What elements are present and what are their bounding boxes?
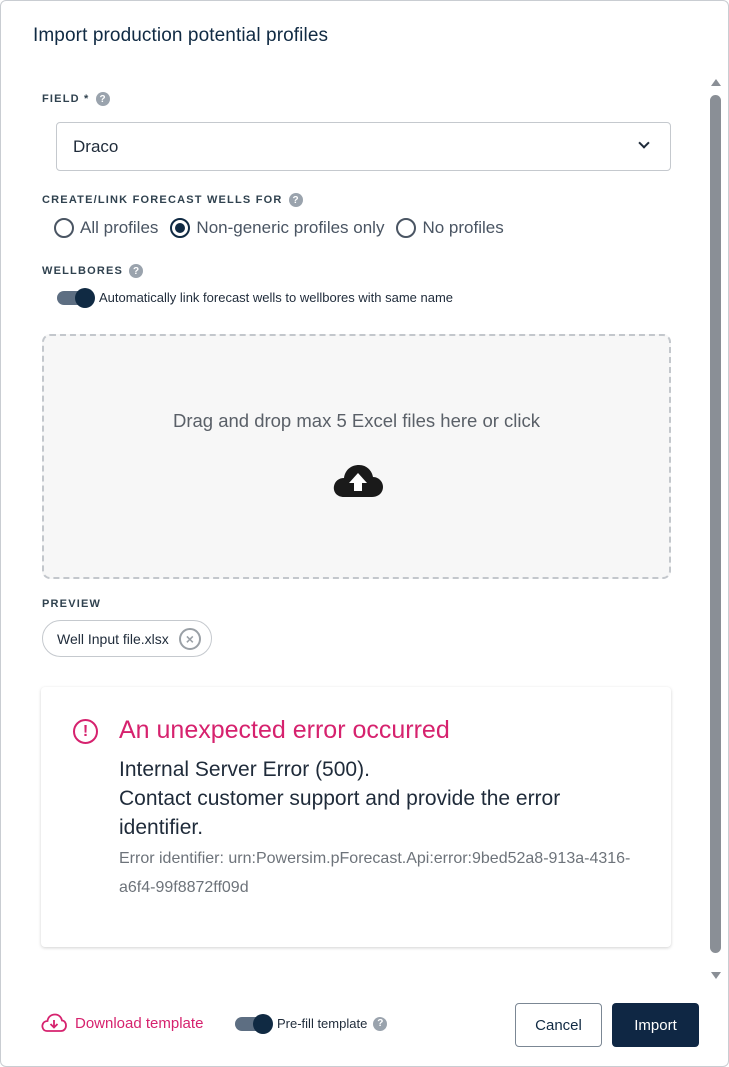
- file-chip: [42, 620, 212, 657]
- scroll-up-arrow-icon[interactable]: [711, 79, 721, 86]
- field-select-value: Draco: [73, 136, 119, 156]
- scrollbar-thumb[interactable]: [710, 95, 721, 953]
- chevron-down-icon: [638, 137, 649, 148]
- cancel-button[interactable]: Cancel: [515, 1003, 602, 1047]
- radio-circle-checked-icon[interactable]: [170, 218, 190, 238]
- field-label-text: FIELD *: [42, 93, 90, 105]
- wellbores-label: [42, 264, 143, 278]
- cloud-upload-icon: [332, 463, 384, 499]
- prefill-toggle-row: [235, 1016, 387, 1031]
- wellbores-help-icon[interactable]: ?: [129, 264, 143, 278]
- remove-file-icon[interactable]: ×: [179, 628, 201, 650]
- prefill-help-icon[interactable]: ?: [373, 1017, 387, 1031]
- preview-label-text: PREVIEW: [42, 598, 102, 610]
- field-select[interactable]: [56, 122, 671, 171]
- prefill-toggle-label: Pre-fill template: [277, 1016, 368, 1031]
- cloud-download-icon: [41, 1013, 67, 1033]
- error-alert-icon: !: [73, 719, 98, 744]
- download-template-label: Download template: [75, 1014, 204, 1032]
- error-line-1: Internal Server Error (500).: [119, 758, 370, 781]
- radio-no-profiles[interactable]: [396, 218, 503, 238]
- create-link-label: [42, 193, 303, 207]
- auto-link-toggle[interactable]: [57, 291, 93, 305]
- create-link-label-text: CREATE/LINK FORECAST WELLS FOR: [42, 194, 283, 206]
- field-label: [42, 92, 110, 106]
- file-dropzone[interactable]: [42, 334, 671, 579]
- radio-label: Non-generic profiles only: [196, 218, 385, 237]
- radio-circle-icon[interactable]: [54, 218, 74, 238]
- error-title: An unexpected error occurred: [119, 716, 450, 744]
- preview-label: [42, 598, 101, 610]
- radio-non-generic-profiles[interactable]: [170, 218, 384, 238]
- dialog-title: Import production potential profiles: [33, 25, 329, 46]
- toggle-knob: [253, 1014, 273, 1034]
- error-identifier: Error identifier: urn:Powersim.pForecast.Api:error:9bed52a8-913a-4316-a6f4-99f8872ff09d: [119, 850, 631, 896]
- radio-circle-icon[interactable]: [396, 218, 416, 238]
- error-line-2: Contact customer support and provide the error identifier.: [119, 787, 561, 839]
- import-button[interactable]: Import: [612, 1003, 699, 1047]
- error-card: [41, 687, 671, 947]
- download-template-link[interactable]: [41, 1013, 203, 1033]
- radio-label: No profiles: [422, 218, 504, 237]
- file-chip-name: Well Input file.xlsx: [57, 630, 169, 647]
- dropzone-text: Drag and drop max 5 Excel files here or click: [172, 410, 541, 431]
- radio-label: All profiles: [80, 218, 159, 237]
- wellbores-label-text: WELLBORES: [42, 265, 124, 277]
- prefill-toggle[interactable]: [235, 1017, 271, 1031]
- dialog-footer: [1, 996, 729, 1056]
- scrollbar[interactable]: [710, 77, 722, 981]
- toggle-knob: [75, 288, 95, 308]
- radio-all-profiles[interactable]: [54, 218, 158, 238]
- error-message: [119, 755, 639, 842]
- create-link-radio-group: [54, 218, 516, 238]
- auto-link-toggle-label: Automatically link forecast wells to wellbores with same name: [99, 290, 454, 305]
- auto-link-toggle-row: [57, 290, 453, 305]
- create-link-help-icon[interactable]: ?: [289, 193, 303, 207]
- scroll-down-arrow-icon[interactable]: [711, 972, 721, 979]
- field-help-icon[interactable]: ?: [96, 92, 110, 106]
